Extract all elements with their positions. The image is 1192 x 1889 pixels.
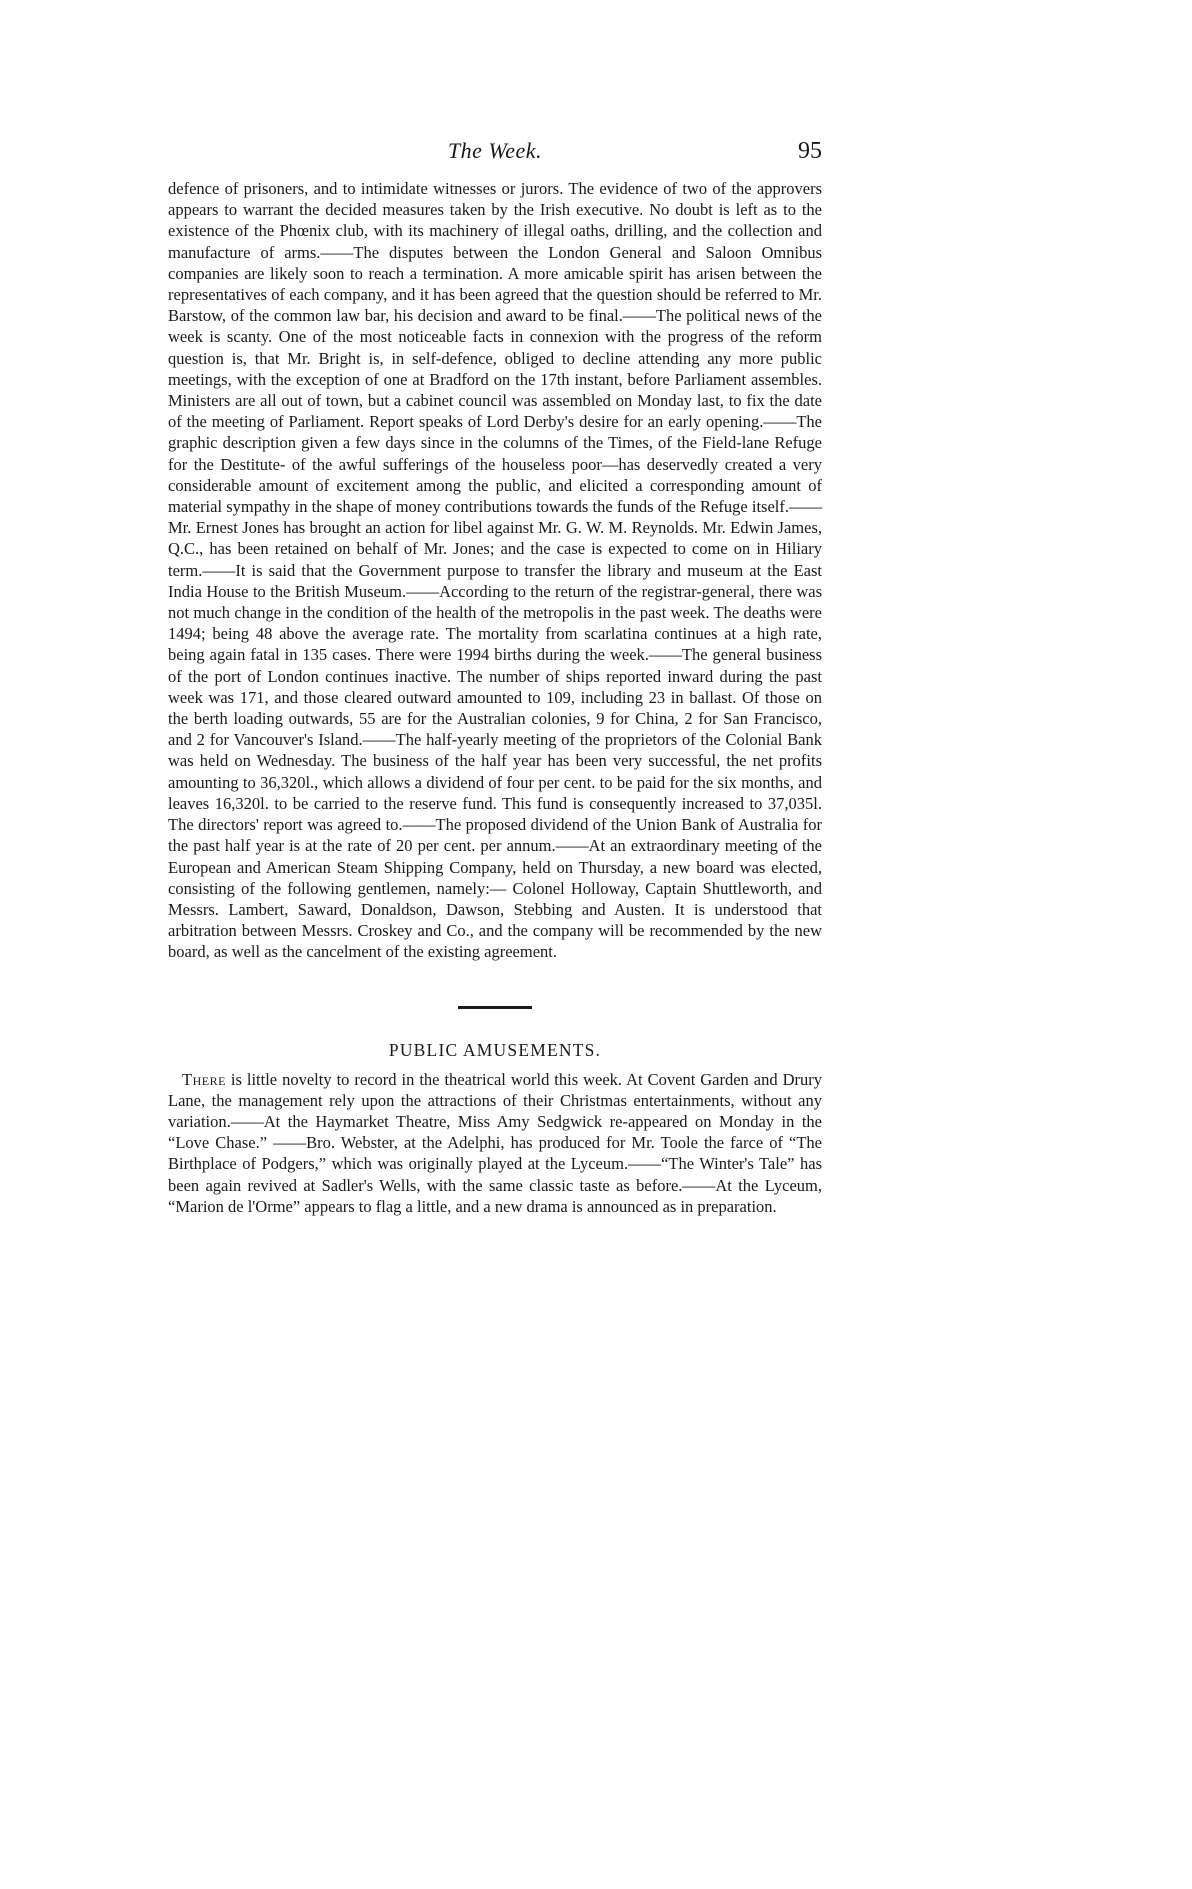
lead-word: There bbox=[182, 1069, 226, 1089]
page-header bbox=[168, 138, 822, 178]
page-number: 95 bbox=[798, 138, 822, 164]
section-heading: PUBLIC AMUSEMENTS. bbox=[388, 1039, 602, 1060]
page bbox=[168, 138, 822, 1217]
amusements-body: is little novelty to record in the theatrical world this week. At Covent Garden and Drury Lane, the management rely upon the attractions of their Christmas entertainments, without any variation.——At the Haymarket Theatre, Miss Amy Sedgwick re-appeared on Monday in the “Love Chase.” ——Bro. Webster, at the Adelphi, has produced for Mr. Toole the farce of “The Birthplace of Podgers,” which was originally played at the Lyceum.——“The Winter's Tale” has been again revived at Sadler's Wells, with the same classic taste as before.——At the Lyceum, “Marion de l'Orme” appears to flag a little, and a new drama is announced as in preparation. bbox=[168, 1069, 822, 1216]
running-title: The Week. bbox=[447, 138, 543, 163]
amusements-paragraph bbox=[168, 1069, 822, 1217]
week-news-paragraph: defence of prisoners, and to intimidate witnesses or jurors. The evidence of two of the approvers appears to warrant the decided measures taken by the Irish executive. No doubt is left as to the existence of the Phœnix club, with its machinery of illegal oaths, drilling, and the collection and manufacture of arms.——The disputes between the London General and Saloon Omnibus companies are likely soon to reach a termination. A more amicable spirit has arisen between the representatives of each company, and it has been agreed that the question should be referred to Mr. Barstow, of the common law bar, his decision and award to be final.——The political news of the week is scanty. One of the most noticeable facts in connexion with the progress of the reform question is, that Mr. Bright is, in self-defence, obliged to decline attending any more public meetings, with the exception of one at Bradford on the 17th instant, before Parliament assembles. Ministers are all out of town, but a cabinet council was assembled on Monday last, to fix the date of the meeting of Parliament. Report speaks of Lord Derby's desire for an early opening.——The graphic description given a few days since in the columns of the Times, of the Field-lane Refuge for the Destitute- of the awful sufferings of the houseless poor—has deservedly created a very considerable amount of excitement among the public, and elicited a corresponding amount of material sympathy in the shape of money contributions towards the funds of the Refuge itself.——Mr. Ernest Jones has brought an action for libel against Mr. G. W. M. Reynolds. Mr. Edwin James, Q.C., has been retained on behalf of Mr. Jones; and the case is expected to come on in Hiliary term.——It is said that the Government purpose to transfer the library and museum at the East India House to the British Museum.——According to the return of the registrar-general, there was not much change in the condition of the health of the metropolis in the past week. The deaths were 1494; being 48 above the average rate. The mortality from scarlatina continues at a high rate, being again fatal in 135 cases. There were 1994 births during the week.——The general business of the port of London continues inactive. The number of ships reported inward during the past week was 171, and those cleared outward amounted to 109, including 23 in ballast. Of those on the berth loading outwards, 55 are for the Australian colonies, 9 for China, 2 for San Francisco, and 2 for Vancouver's Island.——The half-yearly meeting of the proprietors of the Colonial Bank was held on Wednesday. The business of the half year has been very successful, the net profits amounting to 36,320l., which allows a dividend of four per cent. to be paid for the six months, and leaves 16,320l. to be carried to the reserve fund. This fund is consequently increased to 37,035l. The directors' report was agreed to.——The proposed dividend of the Union Bank of Australia for the past half year is at the rate of 20 per cent. per annum.——At an extraordinary meeting of the European and American Steam Shipping Company, held on Thursday, a new board was elected, consisting of the following gentlemen, namely:— Colonel Holloway, Captain Shuttleworth, and Messrs. Lambert, Saward, Donaldson, Dawson, Stebbing and Austen. It is understood that arbitration between Messrs. Croskey and Co., and the company will be recommended by the new board, as well as the cancelment of the existing agreement. bbox=[168, 179, 822, 962]
section-divider bbox=[458, 1006, 532, 1009]
